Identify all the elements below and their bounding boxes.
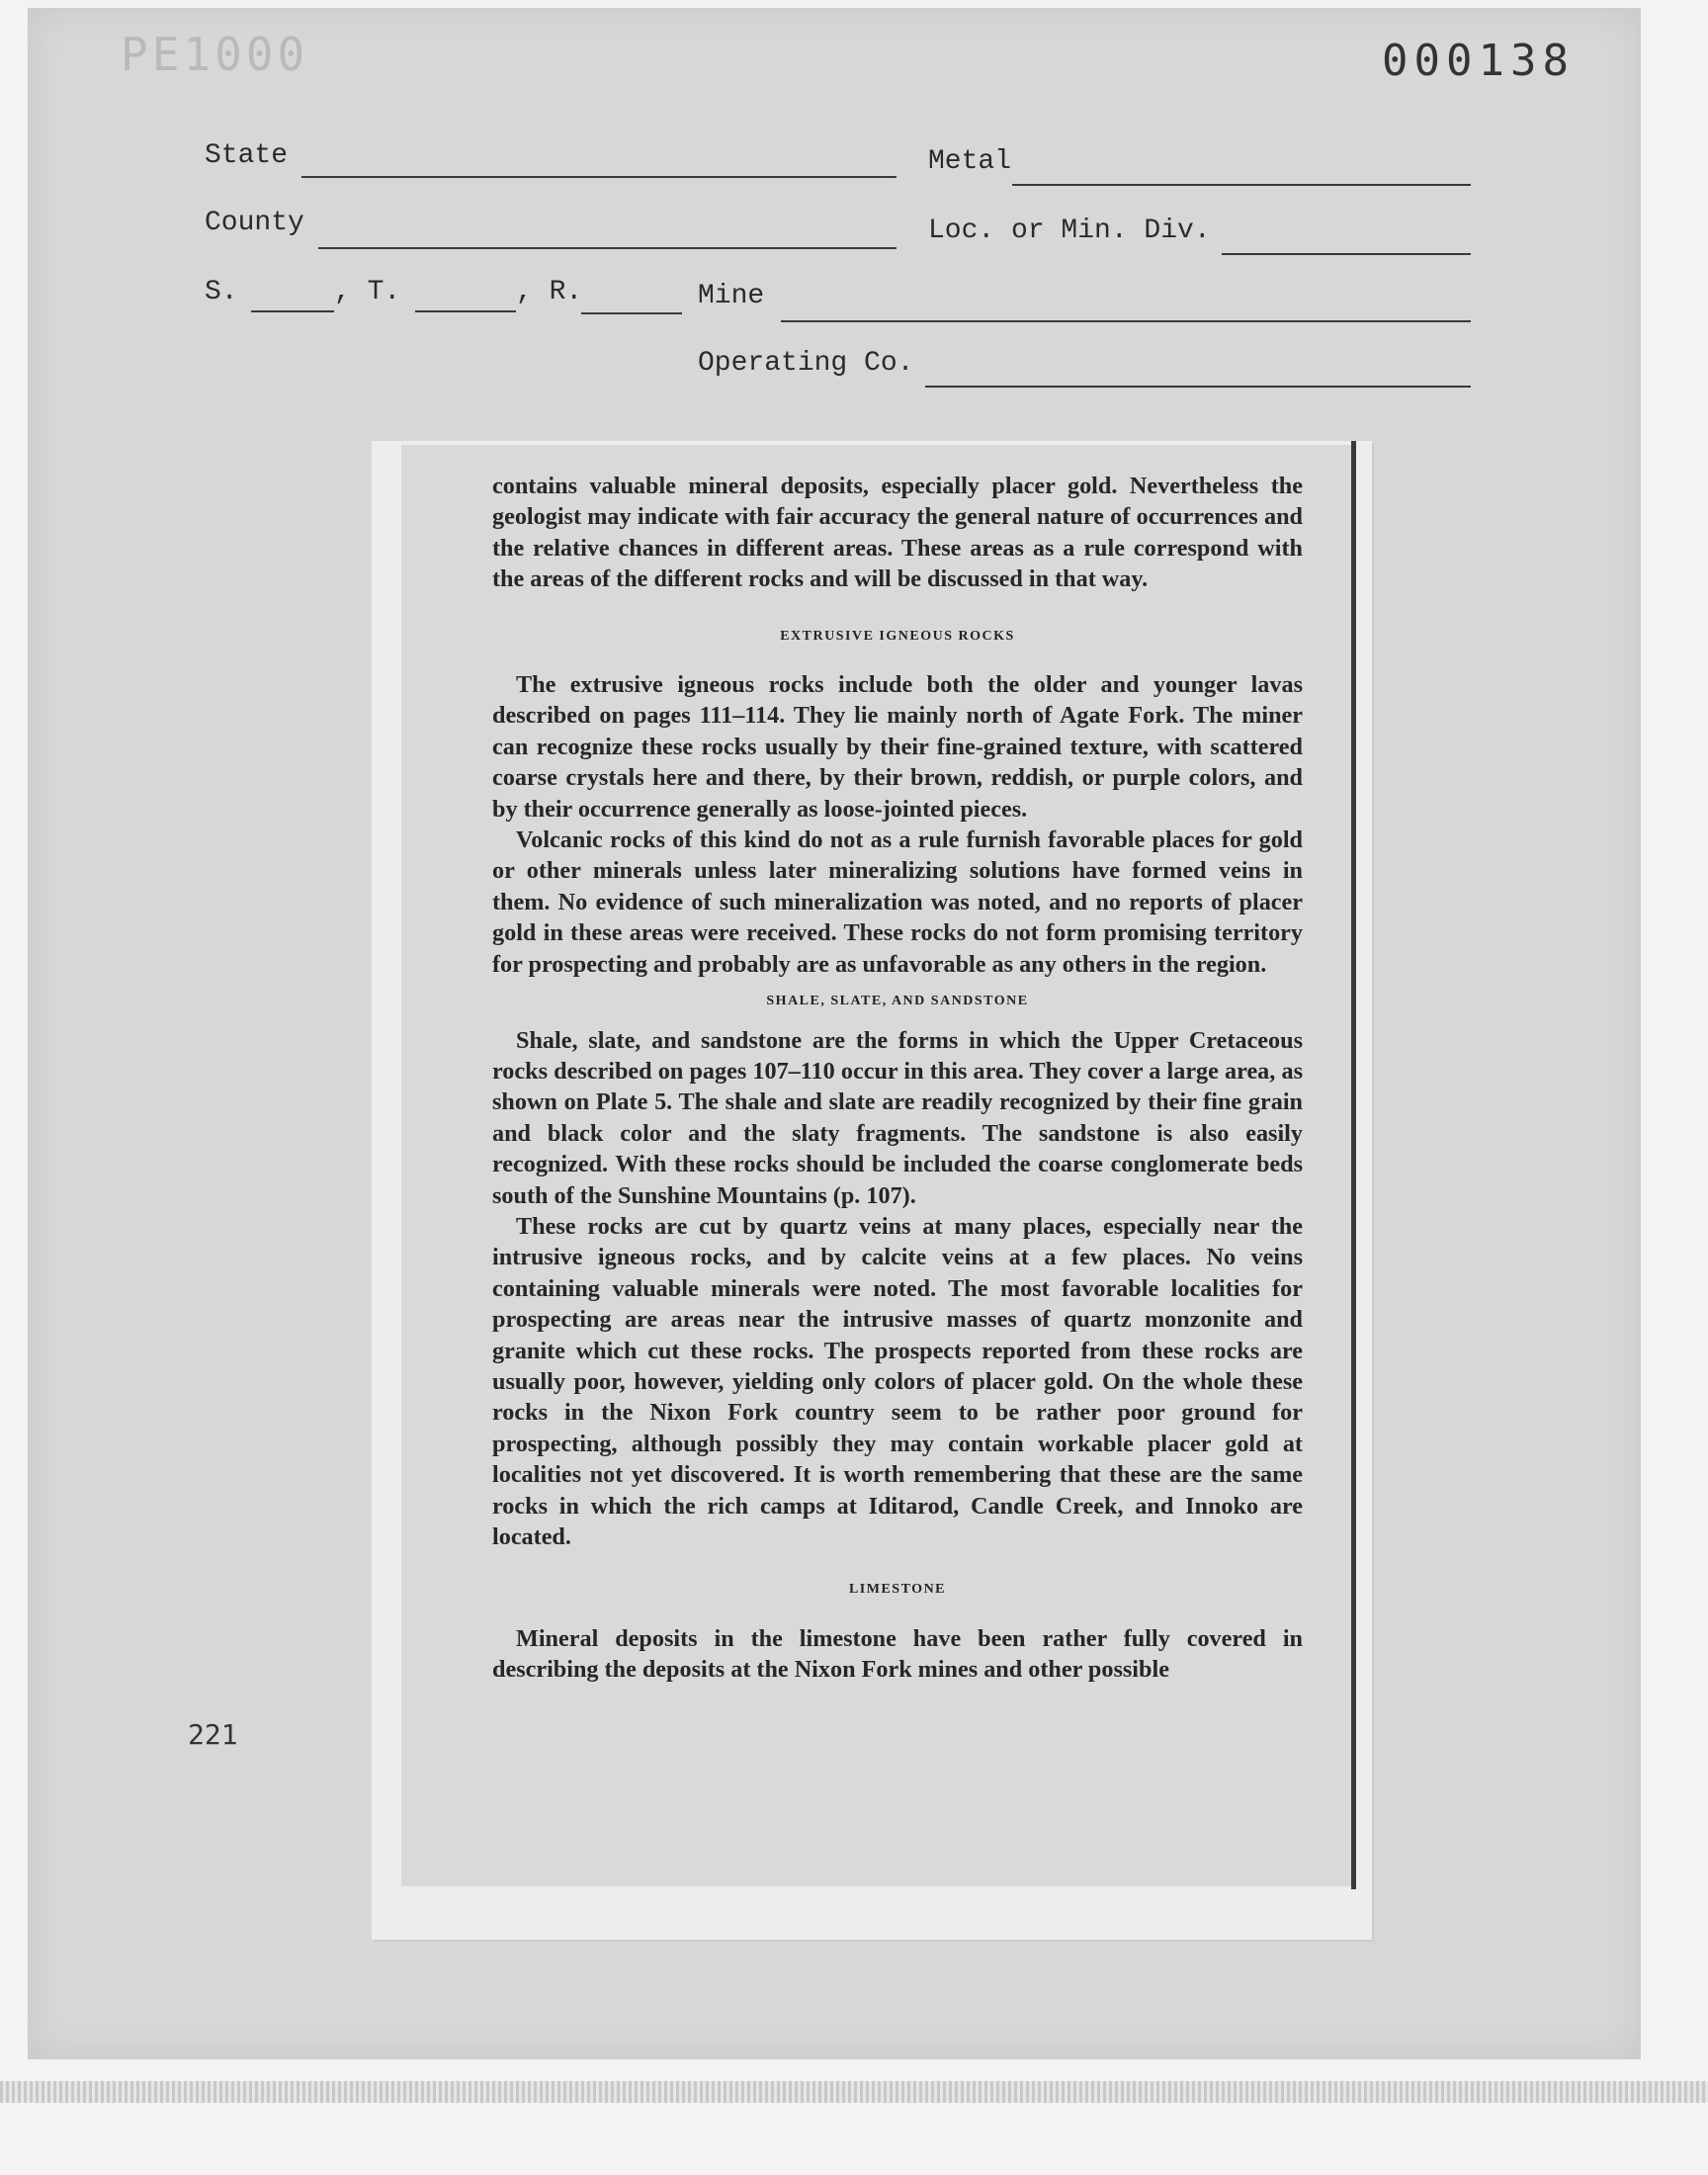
paragraph-extrusive-2: Volcanic rocks of this kind do not as a rule furnish favorable places for gold or other minerals unless later mineralizing solutions have formed veins in them. No evidence of such mineralization was noted, and no reports of placer gold in these areas were received. These rocks do not form promising territory for prospecting and probably are as unfavorable as any others in the region. xyxy=(492,826,1303,978)
paragraph-intro: contains valuable mineral deposits, especially placer gold. Nevertheless the geologist may indicate with fair accuracy the general nature of occurrences and the relative chances in different areas. These areas as a rule correspond with the areas of the different rocks and will be discussed in that way. xyxy=(492,473,1303,593)
mine-field-line xyxy=(781,320,1471,322)
faded-stamp-code: PE1000 xyxy=(121,28,309,81)
paragraph-extrusive-1: The extrusive igneous rocks include both the older and younger lavas described on pages 111–114. They lie mainly north of Agate Fork. The miner can recognize these rocks usually by their fine-grained texture, with scattered coarse crystals here and there, by their brown, reddish, or purple colors, and by their occurrence generally as loose-jointed pieces. xyxy=(492,671,1303,823)
township-label: , T. xyxy=(334,277,401,307)
section-field-line xyxy=(251,310,334,312)
heading-shale-slate-sandstone: SHALE, SLATE, AND SANDSTONE xyxy=(766,994,1029,1009)
township-field-line xyxy=(415,310,516,312)
range-field-line xyxy=(581,312,682,314)
page-number: 221 xyxy=(188,1718,238,1751)
operating-co-field-line xyxy=(925,386,1471,388)
mine-label: Mine xyxy=(698,281,765,311)
county-label: County xyxy=(205,208,304,238)
loc-label: Loc. or Min. Div. xyxy=(928,216,1211,246)
scan-edge-strip xyxy=(0,2081,1708,2103)
document-number: 000138 xyxy=(1382,36,1575,86)
state-field-line xyxy=(301,176,897,178)
paragraph-shale-1: Shale, slate, and sandstone are the forms in which the Upper Cretaceous rocks described on pages 107–110 occur in this area. They cover a large area, as shown on Plate 5. The shale and slate are readily recognized by their fine grain and black color and the slaty fragments. The sandstone is also easily recognized. With these rocks should be included the coarse conglomerate beds south of the Sunshine Mountains (p. 107). xyxy=(492,1026,1303,1209)
loc-field-line xyxy=(1222,253,1471,255)
heading-limestone: LIMESTONE xyxy=(848,1582,947,1598)
metal-field-line xyxy=(1012,184,1471,186)
county-field-line xyxy=(318,247,897,249)
state-label: State xyxy=(205,140,289,171)
heading-extrusive-igneous-rocks: EXTRUSIVE IGNEOUS ROCKS xyxy=(780,628,1015,644)
operating-co-label: Operating Co. xyxy=(698,348,914,379)
paragraph-limestone: Mineral deposits in the limestone have been rather fully covered in describing the deposits at the Nixon Fork mines and other possible xyxy=(492,1624,1303,1684)
page-edge-shadow xyxy=(1351,441,1356,1889)
paragraph-shale-2: These rocks are cut by quartz veins at many places, especially near the intrusive igneous rocks, and by calcite veins at a few places. No veins containing valuable minerals were noted. The most favorable localities for prospecting are areas near the intrusive masses of quartz monzonite and granite which cut these rocks. The prospects reported from these rocks are usually poor, however, yielding only colors of placer gold. On the whole these rocks in the Nixon Fork country seem to be rather poor ground for prospecting, although possibly they may contain workable placer gold at localities not yet discovered. It is worth remembering that these are the same rocks in which the rich camps at Iditarod, Candle Creek, and Innoko are located. xyxy=(492,1212,1303,1550)
section-label: S. xyxy=(205,277,238,307)
metal-label: Metal xyxy=(928,146,1012,177)
book-text xyxy=(492,471,1303,1686)
range-label: , R. xyxy=(516,277,583,307)
